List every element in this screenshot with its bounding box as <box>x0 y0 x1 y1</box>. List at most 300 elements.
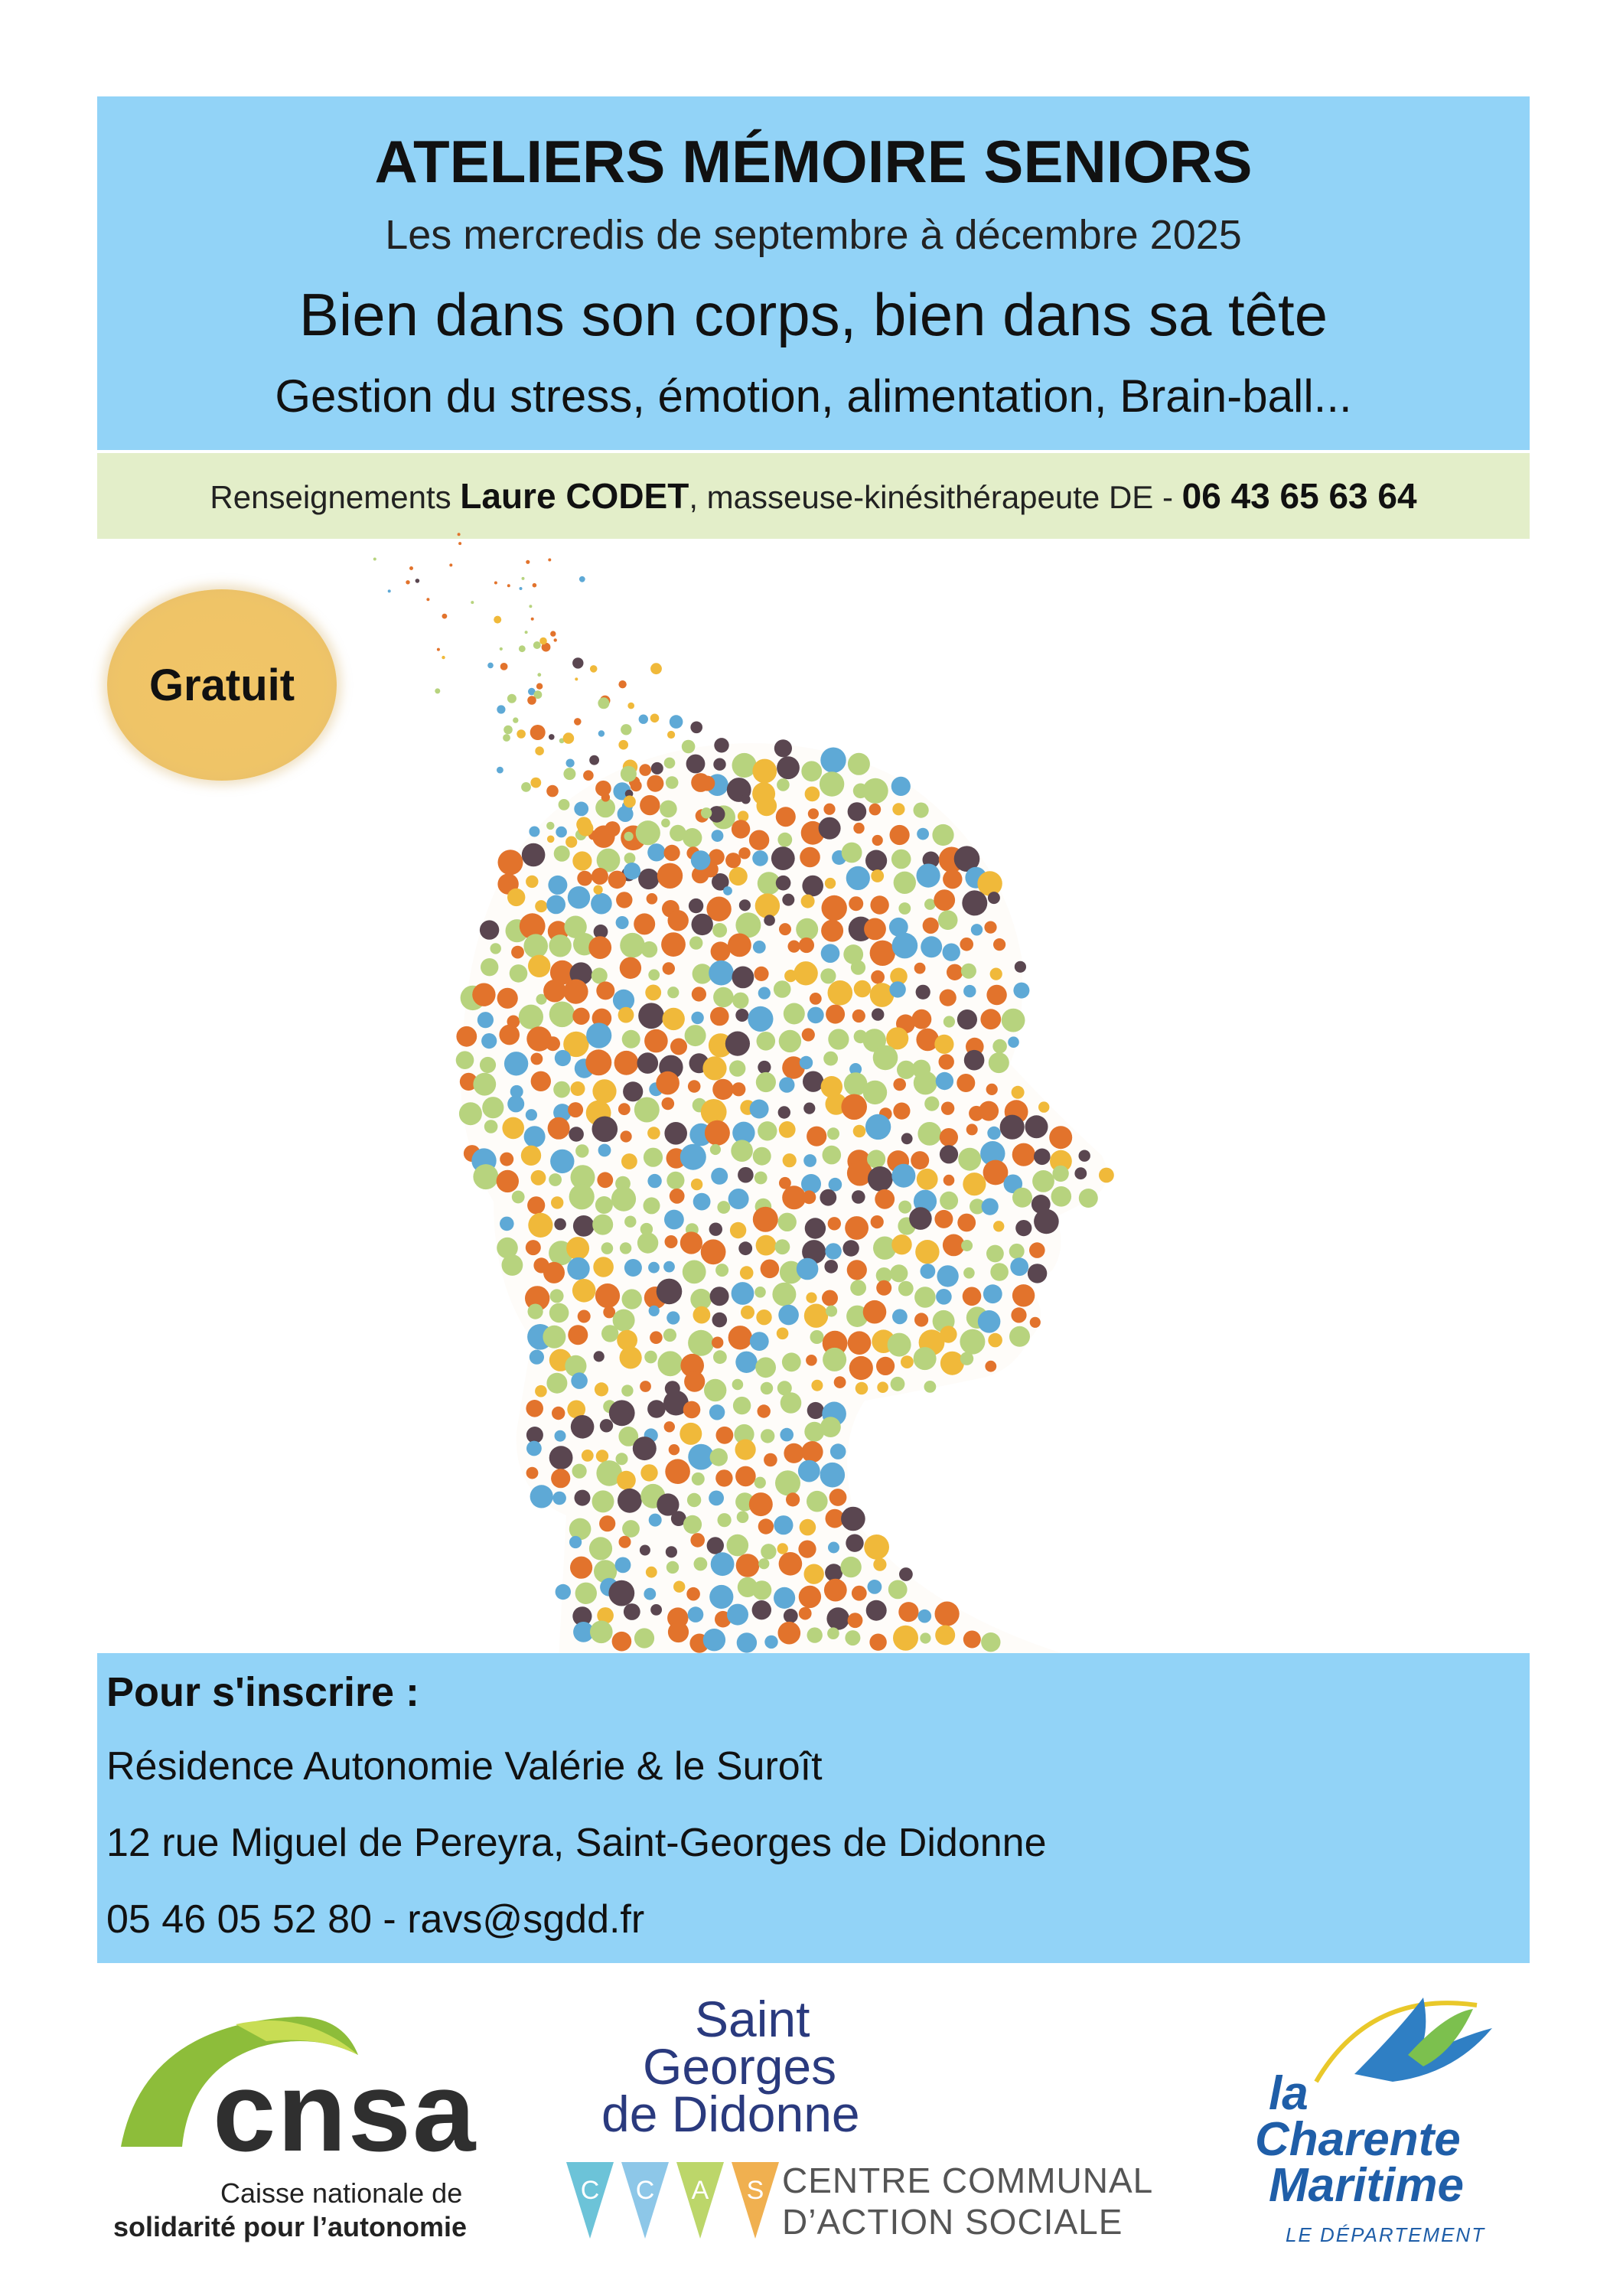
dot <box>754 1287 766 1298</box>
dot <box>599 1515 615 1531</box>
info-prefix: Renseignements <box>210 479 461 515</box>
dot <box>690 1533 705 1548</box>
dot <box>685 1025 706 1046</box>
dot <box>823 1052 838 1066</box>
dot <box>680 1231 702 1254</box>
dot <box>741 794 751 804</box>
dot <box>526 876 538 888</box>
dot <box>1034 1209 1059 1234</box>
dot <box>553 1081 570 1098</box>
dot <box>957 1074 975 1092</box>
dot <box>649 1514 662 1527</box>
dot <box>598 1144 611 1157</box>
dot <box>1002 1009 1025 1032</box>
dot <box>519 645 526 652</box>
dot <box>847 1260 867 1280</box>
dot <box>645 985 661 1001</box>
dot <box>442 614 448 619</box>
dot <box>939 1054 954 1069</box>
dot <box>620 1242 631 1254</box>
dot <box>936 1072 953 1090</box>
dot <box>574 802 588 817</box>
dot <box>651 762 663 775</box>
dot <box>864 1534 889 1560</box>
dot <box>1011 1307 1026 1322</box>
dot <box>794 961 817 985</box>
dot <box>670 715 683 729</box>
dot <box>531 618 534 621</box>
dot <box>865 1114 891 1140</box>
dot <box>911 1151 929 1169</box>
dot <box>500 1153 513 1166</box>
dot <box>960 1329 985 1355</box>
dot <box>680 1423 702 1445</box>
dot <box>826 1607 849 1630</box>
dot <box>1079 1150 1090 1162</box>
dot <box>774 980 791 998</box>
dot <box>775 1239 790 1254</box>
dot <box>730 1222 746 1238</box>
dot <box>595 1283 620 1308</box>
dot <box>646 1567 657 1578</box>
dot <box>527 696 536 705</box>
dot <box>806 1355 817 1366</box>
dot <box>784 1003 805 1025</box>
dot <box>892 803 904 815</box>
dot <box>819 817 841 840</box>
dot <box>590 665 598 673</box>
dot <box>893 1626 918 1651</box>
dot <box>624 1259 642 1277</box>
dot <box>849 1356 873 1380</box>
dot <box>845 1216 869 1240</box>
dot <box>853 1125 866 1138</box>
dot <box>934 889 955 911</box>
dot <box>670 1039 687 1055</box>
dot <box>850 1280 866 1296</box>
dot <box>583 770 594 781</box>
dot <box>490 943 501 954</box>
dot <box>624 1216 636 1228</box>
dot <box>683 1401 701 1419</box>
dot <box>594 1351 605 1362</box>
dot <box>522 843 546 867</box>
dot <box>554 846 570 862</box>
dot <box>546 785 559 797</box>
cm-text-charente: Charente <box>1255 2113 1461 2166</box>
dot <box>940 990 957 1006</box>
dot <box>559 799 570 810</box>
dot <box>684 1371 705 1392</box>
dot <box>727 1534 749 1557</box>
dot <box>529 827 539 837</box>
dot <box>536 683 543 690</box>
dot <box>502 1254 523 1276</box>
dot <box>631 780 642 791</box>
dot <box>621 1130 632 1142</box>
dot <box>820 1463 846 1488</box>
dot <box>737 1632 757 1652</box>
dot <box>777 778 790 791</box>
dot <box>757 1032 776 1051</box>
dot <box>1051 1186 1072 1207</box>
dot <box>608 871 627 889</box>
ccas-letter-s: S <box>746 2176 764 2205</box>
dot <box>918 1609 932 1623</box>
dot <box>620 1346 642 1368</box>
dot <box>650 1331 663 1344</box>
dot <box>983 1284 1002 1303</box>
dot <box>663 962 675 974</box>
dot <box>575 677 578 680</box>
dot <box>649 1306 660 1316</box>
dot <box>691 850 711 870</box>
dot <box>943 869 962 889</box>
dot <box>669 1444 680 1455</box>
dot <box>668 910 689 931</box>
dot <box>723 886 732 895</box>
dot <box>824 1579 847 1602</box>
dot <box>640 795 660 815</box>
dot <box>868 1580 882 1594</box>
dot <box>774 739 792 757</box>
dot <box>618 1007 634 1023</box>
dot <box>648 969 660 980</box>
dot <box>732 1379 744 1391</box>
dot <box>749 1492 773 1516</box>
dot <box>521 1146 541 1166</box>
dot <box>710 1144 721 1155</box>
dot <box>596 1450 608 1462</box>
dot <box>683 828 702 847</box>
dot <box>531 1053 543 1065</box>
dot <box>842 1240 859 1256</box>
dot <box>709 1404 725 1420</box>
dot <box>754 1172 768 1185</box>
dot <box>961 964 976 979</box>
dot <box>863 778 888 804</box>
dot <box>644 1351 657 1364</box>
dot <box>621 1153 637 1169</box>
dot <box>725 853 741 868</box>
dot <box>504 726 513 735</box>
dot <box>705 1120 730 1146</box>
dot <box>735 1009 748 1022</box>
dot <box>848 1613 863 1628</box>
dot <box>752 759 777 784</box>
dot <box>805 1218 826 1238</box>
dot <box>648 1262 660 1274</box>
dot <box>738 1241 752 1255</box>
dot <box>482 1097 504 1118</box>
dot <box>798 1541 816 1558</box>
dot <box>526 1240 541 1255</box>
dot <box>940 1326 957 1342</box>
dot <box>820 968 836 983</box>
dot <box>549 1446 573 1469</box>
dot <box>1013 983 1029 999</box>
dot <box>901 1355 914 1368</box>
dot <box>728 1189 749 1209</box>
dot <box>693 1306 711 1324</box>
contact-info-bar <box>97 453 1530 539</box>
dot <box>691 1012 703 1024</box>
tagline: Bien dans son corps, bien dans sa tête <box>298 281 1328 348</box>
dot <box>595 1196 613 1214</box>
dot <box>612 1632 632 1652</box>
dot <box>644 1029 668 1053</box>
dot <box>963 1631 981 1649</box>
dot <box>934 1210 953 1228</box>
dot <box>644 1148 663 1167</box>
dot <box>801 1441 823 1463</box>
dot <box>868 1166 893 1192</box>
cnsa-subtitle-2: solidarité pour l’autonomie <box>113 2211 468 2242</box>
dot <box>776 876 791 891</box>
dot <box>892 1309 908 1324</box>
dot <box>986 1245 1004 1263</box>
dot <box>617 1471 636 1490</box>
dot <box>640 1381 651 1392</box>
dot <box>601 1325 618 1342</box>
dot <box>601 793 610 801</box>
dot <box>530 778 541 788</box>
dot <box>893 1078 906 1091</box>
dot <box>569 1536 582 1548</box>
dot <box>1049 1126 1072 1149</box>
free-badge <box>107 589 337 781</box>
dot <box>592 1490 614 1512</box>
dot <box>888 1580 908 1600</box>
dot <box>752 1600 771 1619</box>
dot <box>917 864 940 888</box>
dot <box>957 1214 976 1232</box>
dot <box>915 1240 939 1264</box>
dot <box>829 1178 842 1192</box>
dot <box>682 740 696 754</box>
dot <box>777 1328 789 1340</box>
dot <box>618 806 634 822</box>
dot <box>754 1477 766 1489</box>
dot <box>863 1081 887 1104</box>
dot <box>1032 1170 1054 1192</box>
dot <box>592 967 608 983</box>
dot <box>940 1145 958 1163</box>
dot <box>963 1172 986 1195</box>
dot <box>921 936 942 957</box>
dot <box>718 1513 732 1527</box>
dot <box>664 1210 684 1230</box>
dot <box>526 560 530 564</box>
dot <box>728 934 751 957</box>
dot <box>755 1357 776 1378</box>
dot <box>892 933 918 959</box>
dot <box>585 1049 611 1075</box>
dot <box>917 1169 938 1190</box>
dot <box>481 1033 497 1049</box>
dot <box>522 577 525 580</box>
dot <box>666 1172 684 1189</box>
dot <box>786 1492 800 1506</box>
dot <box>615 1557 631 1574</box>
dot <box>864 918 886 941</box>
dot <box>732 967 754 989</box>
dot <box>804 1304 828 1328</box>
dot <box>622 1030 640 1049</box>
dot <box>664 845 680 861</box>
dot <box>846 866 870 890</box>
dot <box>594 885 603 895</box>
dot <box>924 1097 939 1111</box>
dot <box>1008 1036 1019 1048</box>
dot <box>829 1489 847 1506</box>
dot <box>710 1007 729 1026</box>
dot <box>752 1580 771 1600</box>
dot <box>691 1179 702 1190</box>
dot <box>980 1009 1001 1029</box>
dot <box>988 1333 1002 1348</box>
dot <box>687 1493 701 1507</box>
dot <box>750 1100 769 1119</box>
dot <box>914 1347 937 1370</box>
dot <box>737 1511 749 1523</box>
dot <box>507 889 525 906</box>
registration-venue: Résidence Autonomie Valérie & le Suroît <box>106 1744 823 1789</box>
dot <box>865 850 887 872</box>
dot <box>842 843 862 863</box>
dot <box>979 1101 999 1121</box>
dot <box>640 1545 650 1556</box>
dot <box>876 1280 891 1296</box>
dot <box>575 1583 597 1604</box>
dot <box>803 1103 815 1114</box>
dot <box>992 1039 1007 1054</box>
dot <box>891 850 911 869</box>
cm-text-maritime: Maritime <box>1269 2159 1464 2212</box>
dot <box>717 1201 730 1214</box>
dot <box>578 1310 591 1323</box>
dot <box>758 1558 769 1569</box>
dot <box>568 1102 583 1117</box>
dot <box>531 1071 551 1091</box>
dot <box>964 1050 985 1071</box>
dot <box>661 932 686 957</box>
page-title: ATELIERS MÉMOIRE SENIORS <box>374 128 1253 195</box>
dot <box>807 1402 824 1419</box>
dot <box>556 1584 571 1600</box>
dot <box>820 771 844 796</box>
dot <box>804 1564 824 1584</box>
dot <box>732 1282 754 1305</box>
dot <box>502 1117 524 1140</box>
dot <box>774 1587 795 1609</box>
dot <box>889 981 905 997</box>
dot <box>811 1380 823 1391</box>
dot <box>663 1329 676 1342</box>
dot <box>783 1153 797 1167</box>
dot <box>940 1192 958 1210</box>
dot <box>776 807 796 827</box>
dot <box>566 1237 589 1260</box>
dot <box>548 876 567 895</box>
dot <box>549 1303 569 1323</box>
dot <box>872 835 883 846</box>
dot <box>871 869 884 882</box>
dot <box>622 1289 642 1309</box>
cm-text-departement: LE DÉPARTEMENT <box>1286 2223 1486 2246</box>
dot <box>593 1257 614 1277</box>
dot <box>779 1077 794 1092</box>
dot <box>828 980 853 1006</box>
dot <box>521 782 531 792</box>
dot <box>764 1453 777 1467</box>
dot <box>680 1144 706 1170</box>
dot <box>799 1607 812 1620</box>
dot <box>774 1515 793 1534</box>
dot <box>891 1234 911 1254</box>
dot <box>779 1030 801 1052</box>
ccas-text-2: D’ACTION SOCIALE <box>782 2202 1123 2242</box>
dot <box>798 1460 820 1482</box>
dot <box>535 900 547 912</box>
dot <box>727 1604 748 1626</box>
dot <box>563 768 575 780</box>
dot <box>608 1580 634 1606</box>
dot <box>916 985 930 1000</box>
dot <box>647 1400 666 1418</box>
dot <box>618 680 626 688</box>
dot <box>993 1221 1004 1231</box>
dot <box>621 1384 633 1396</box>
dot <box>947 964 963 980</box>
dot <box>609 1400 635 1426</box>
dot <box>634 1097 660 1123</box>
ccas-letter-a: A <box>691 2176 709 2205</box>
dot <box>984 921 996 934</box>
dot <box>854 980 871 997</box>
dot <box>614 1051 639 1075</box>
dot <box>484 1120 498 1133</box>
dot <box>731 1140 753 1162</box>
dot <box>590 1621 613 1644</box>
dot <box>898 902 911 915</box>
dot <box>634 913 655 934</box>
dot <box>689 936 702 949</box>
dot <box>761 1544 776 1559</box>
dot <box>570 1557 592 1579</box>
dot <box>778 1213 797 1231</box>
saint-georges-ccas-logo <box>566 1990 1154 2242</box>
dot <box>497 988 518 1009</box>
dot <box>803 1071 823 1092</box>
dot <box>1030 1317 1041 1328</box>
dot <box>494 582 497 585</box>
dot <box>621 766 637 782</box>
dot <box>982 1199 999 1215</box>
dot <box>943 944 960 961</box>
dot <box>971 924 983 935</box>
dot <box>477 1012 494 1028</box>
dot <box>966 1124 978 1135</box>
dot <box>530 725 546 740</box>
dot <box>758 1404 771 1417</box>
dot <box>578 820 593 836</box>
dot <box>937 1265 958 1287</box>
dot <box>753 941 766 954</box>
dot <box>481 958 498 976</box>
dot <box>963 1287 982 1306</box>
dot <box>592 868 608 885</box>
